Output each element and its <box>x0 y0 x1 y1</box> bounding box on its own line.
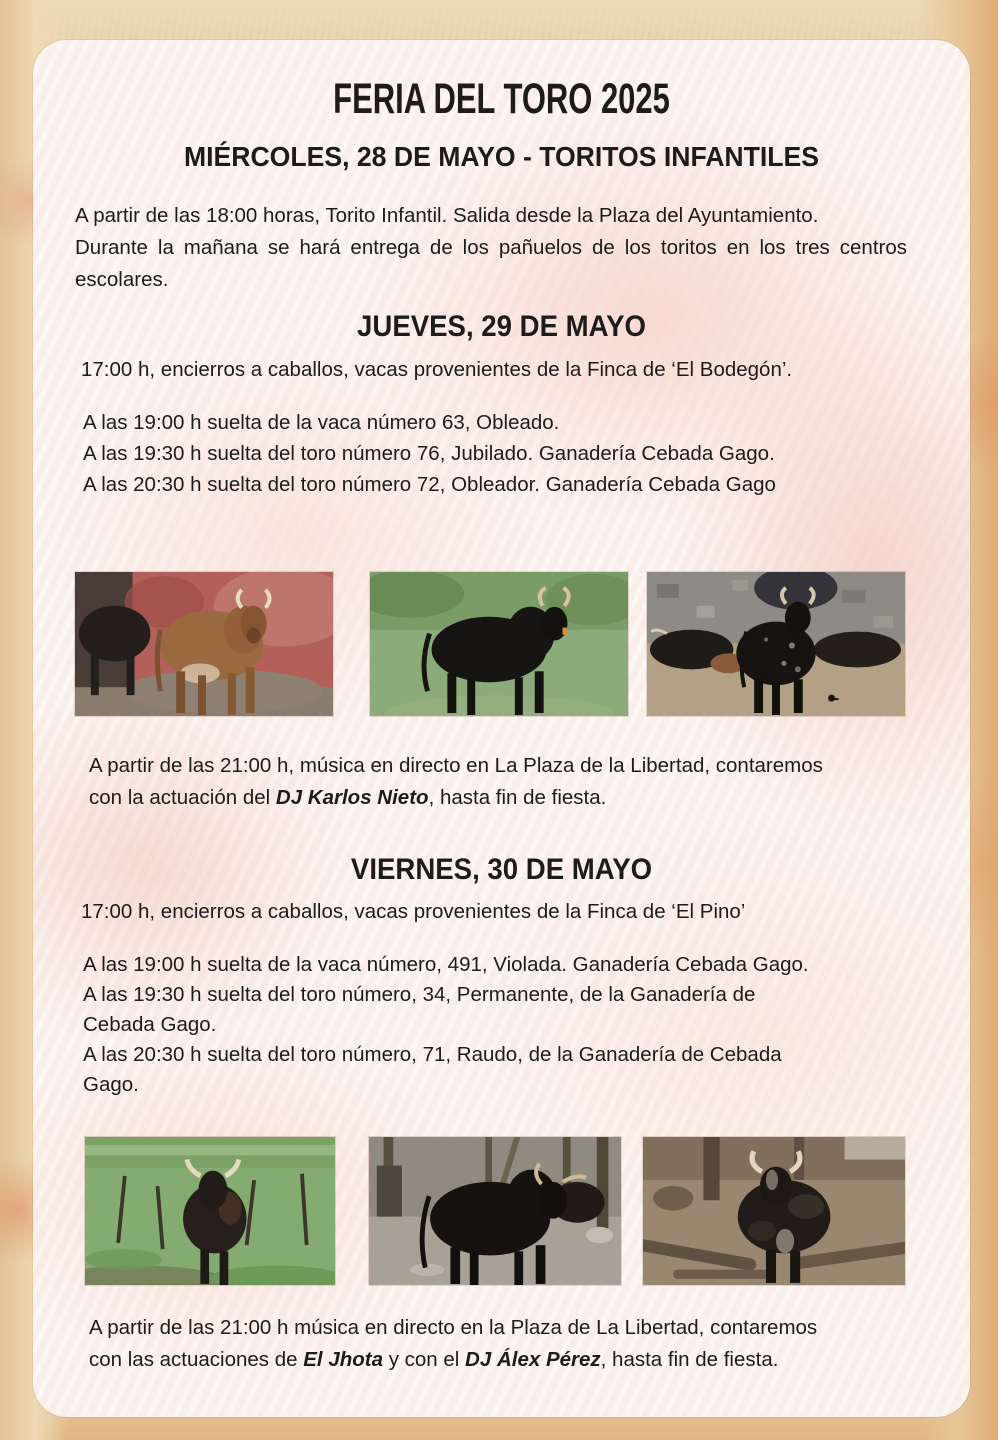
poster-title: FERIA DEL TORO 2025 <box>333 75 670 123</box>
intro-paragraph <box>75 200 907 296</box>
event-line: A las 20:30 h suelta del toro número, 71, Raudo, de la Ganadería de Cebada <box>83 1043 782 1066</box>
music-text: con la actuación del <box>89 786 276 809</box>
music-paragraph-jueves <box>89 750 823 814</box>
event-list-viernes <box>83 950 809 1100</box>
event-line: A las 19:30 h suelta del toro número, 34, Permanente, de la Ganadería de <box>83 983 756 1006</box>
photo-bull-fenced-field <box>85 1137 335 1285</box>
photo-bulls-stone-corral <box>647 572 905 716</box>
event-line: A las 19:30 h suelta del toro número 76, Jubilado. Ganadería Cebada Gago. <box>83 442 775 465</box>
music-text: , hasta fin de fiesta. <box>600 1348 779 1371</box>
music-paragraph-viernes <box>89 1312 817 1376</box>
artist-name: El Jhota <box>303 1348 383 1371</box>
music-line <box>89 782 823 814</box>
intro-line: escolares. <box>75 268 169 291</box>
intro-line: Durante la mañana se hará entrega de los pañuelos de los toritos en los tres centros <box>75 236 907 259</box>
artist-name: DJ Álex Pérez <box>465 1348 601 1371</box>
music-text: con las actuaciones de <box>89 1348 304 1371</box>
music-line: A partir de las 21:00 h música en directo en la Plaza de La Libertad, contaremos <box>89 1316 818 1339</box>
event-line: A las 20:30 h suelta del toro número 72, Obleador. Ganadería Cebada Gago <box>83 473 776 496</box>
section-heading-viernes: VIERNES, 30 DE MAYO <box>350 853 653 886</box>
music-text: , hasta fin de fiesta. <box>428 786 607 809</box>
photo-brown-cow-red-wall <box>75 572 333 716</box>
music-line <box>89 1344 817 1376</box>
event-line: Gago. <box>83 1073 139 1096</box>
intro-line: A partir de las 18:00 horas, Torito Infantil. Salida desde la Plaza del Ayuntamiento. <box>75 204 819 227</box>
section-lead-viernes: 17:00 h, encierros a caballos, vacas provenientes de la Finca de ‘El Pino’ <box>81 900 746 923</box>
section-lead-jueves: 17:00 h, encierros a caballos, vacas provenientes de la Finca de ‘El Bodegón’. <box>81 358 793 381</box>
event-list-jueves <box>83 407 776 500</box>
music-text: y con el <box>383 1348 466 1371</box>
event-line: Cebada Gago. <box>83 1013 217 1036</box>
event-line: A las 19:00 h suelta de la vaca número, 491, Violada. Ganadería Cebada Gago. <box>83 953 809 976</box>
artist-name: DJ Karlos Nieto <box>275 786 429 809</box>
poster-subtitle: MIÉRCOLES, 28 DE MAYO - TORITOS INFANTILES <box>183 141 820 172</box>
photo-bull-dirt-corral <box>369 1137 621 1285</box>
music-line: A partir de las 21:00 h, música en directo en La Plaza de la Libertad, contaremos <box>89 754 823 777</box>
event-line: A las 19:00 h suelta de la vaca número 63, Obleado. <box>83 411 560 434</box>
poster-card <box>33 40 970 1417</box>
section-heading-jueves: JUEVES, 29 DE MAYO <box>357 310 646 343</box>
photo-bull-among-logs <box>643 1137 905 1285</box>
photo-black-bull-meadow <box>370 572 628 716</box>
